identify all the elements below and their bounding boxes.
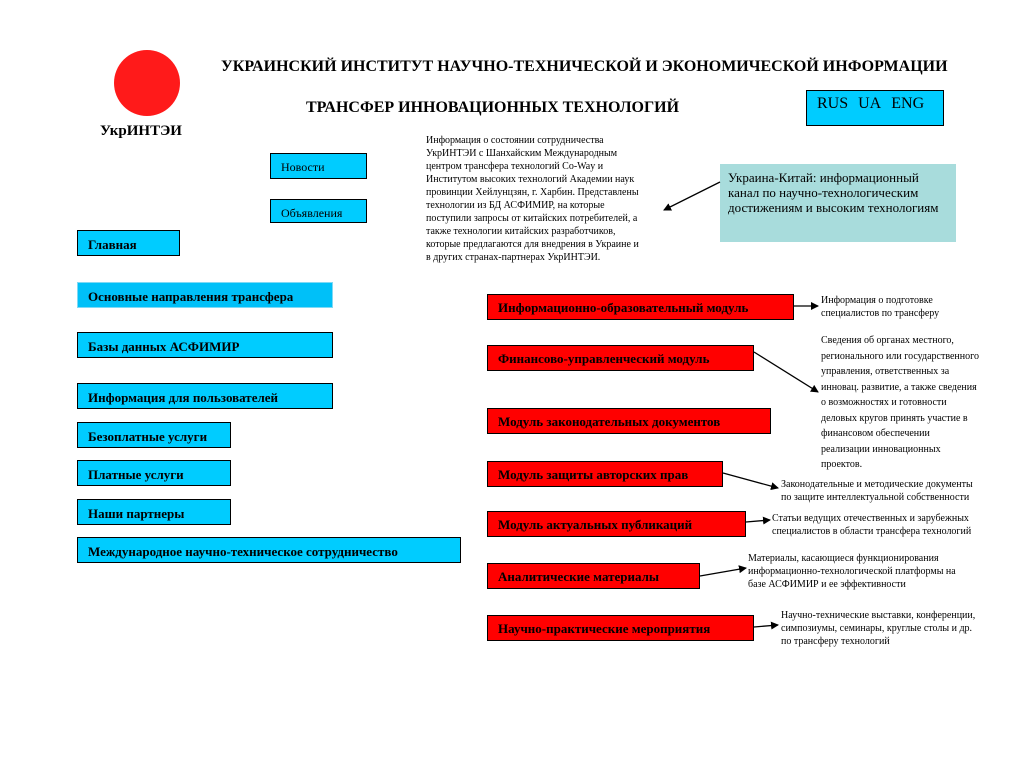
intro-line: УкрИНТЭИ с Шанхайским Международным xyxy=(426,148,618,159)
intro-line: Институтом высоких технологий Академии наук xyxy=(426,174,635,185)
note-line: Законодательные и методические документы xyxy=(781,479,973,490)
note-line: инновац. развитие, а также сведения xyxy=(821,381,977,393)
note-line: деловых кругов принять участие в xyxy=(821,412,968,424)
announcements-button[interactable]: Объявления xyxy=(270,199,367,223)
intro-line: Информация о состоянии сотрудничества xyxy=(426,135,604,146)
arrow-copyright xyxy=(723,473,778,488)
arrow-publications xyxy=(746,520,770,522)
intro-line: центром трансфера технологий Co-Way и xyxy=(426,161,604,172)
intro-line: также технологии китайских разработчиков, xyxy=(426,226,616,237)
arrow-events xyxy=(754,625,778,627)
note-line: специалистов по трансферу xyxy=(821,308,940,319)
nav-databases[interactable]: Базы данных АСФИМИР xyxy=(77,332,333,358)
note-line: информационно-технологической платформы на xyxy=(748,566,956,577)
lang-rus-link[interactable]: RUS xyxy=(817,95,849,112)
ukraine-china-box[interactable]: Украина-Китай: информационный канал по научно-технологическим достижениям и высоким технологиям xyxy=(720,164,956,242)
note-line: специалистов в области трансфера технологий xyxy=(772,526,972,537)
arrow-finance xyxy=(754,352,818,392)
module-events[interactable]: Научно-практические мероприятия xyxy=(487,615,754,641)
nav-free-services[interactable]: Безоплатные услуги xyxy=(77,422,231,448)
note-line: Статьи ведущих отечественных и зарубежных xyxy=(772,513,969,524)
module-analytics[interactable]: Аналитические материалы xyxy=(487,563,700,589)
note-line: управления, ответственных за xyxy=(821,366,950,377)
note-line: Научно-технические выставки, конференции, xyxy=(781,610,976,621)
lang-ua-link[interactable]: UA xyxy=(858,95,882,112)
note-line: симпозиумы, семинары, круглые столы и др. xyxy=(781,623,973,634)
note-line: финансовом обеспечении xyxy=(821,428,930,439)
note-line: по трансферу технологий xyxy=(781,636,890,647)
note-line: регионального или государственного xyxy=(821,350,979,362)
note-line: Сведения об органах местного, xyxy=(821,335,954,346)
intro-line: в других странах-партнерах УкрИНТЭИ. xyxy=(426,252,601,263)
nav-partners[interactable]: Наши партнеры xyxy=(77,499,231,525)
module-education[interactable]: Информационно-образовательный модуль xyxy=(487,294,794,320)
note-line: Материалы, касающиеся функционирования xyxy=(748,553,939,564)
intro-line: провинции Хейлунцзян, г. Харбин. Представлены xyxy=(426,187,639,198)
logo-name: УкрИНТЭИ xyxy=(100,123,182,139)
note-line: Информация о подготовке xyxy=(821,295,933,306)
note-line: о возможностях и готовности xyxy=(821,397,947,408)
nav-user-info[interactable]: Информация для пользователей xyxy=(77,383,333,409)
intro-line: которые предлагаются для внедрения в Украине и xyxy=(426,239,639,250)
nav-paid-services[interactable]: Платные услуги xyxy=(77,460,231,486)
news-button[interactable]: Новости xyxy=(270,153,367,179)
module-finance[interactable]: Финансово-управленческий модуль xyxy=(487,345,754,371)
nav-directions[interactable]: Основные направления трансфера xyxy=(77,282,333,308)
arrow-china-to-intro xyxy=(664,182,720,210)
intro-line: поступили запросы от китайских потребителей, а xyxy=(426,213,638,224)
page-subtitle: ТРАНСФЕР ИННОВАЦИОННЫХ ТЕХНОЛОГИЙ xyxy=(306,99,680,116)
nav-main[interactable]: Главная xyxy=(77,230,180,256)
intro-line: технологии из БД АСФИМИР, на которые xyxy=(426,200,605,211)
arrow-analytics xyxy=(700,568,746,576)
module-copyright[interactable]: Модуль защиты авторских прав xyxy=(487,461,723,487)
nav-international[interactable]: Международное научно-техническое сотрудничество xyxy=(77,537,461,563)
note-line: реализации инновационных xyxy=(821,443,941,455)
lang-eng-link[interactable]: ENG xyxy=(891,95,925,112)
module-legislation[interactable]: Модуль законодательных документов xyxy=(487,408,771,434)
note-line: по защите интеллектуальной собственности xyxy=(781,492,970,503)
page-title: УКРАИНСКИЙ ИНСТИТУТ НАУЧНО-ТЕХНИЧЕСКОЙ И ЭКОНОМИЧЕСКОЙ ИНФОРМАЦИИ xyxy=(221,58,948,75)
note-line: базе АСФИМИР и ее эффективности xyxy=(748,579,906,590)
note-line: проектов. xyxy=(821,459,863,470)
module-publications[interactable]: Модуль актуальных публикаций xyxy=(487,511,746,537)
